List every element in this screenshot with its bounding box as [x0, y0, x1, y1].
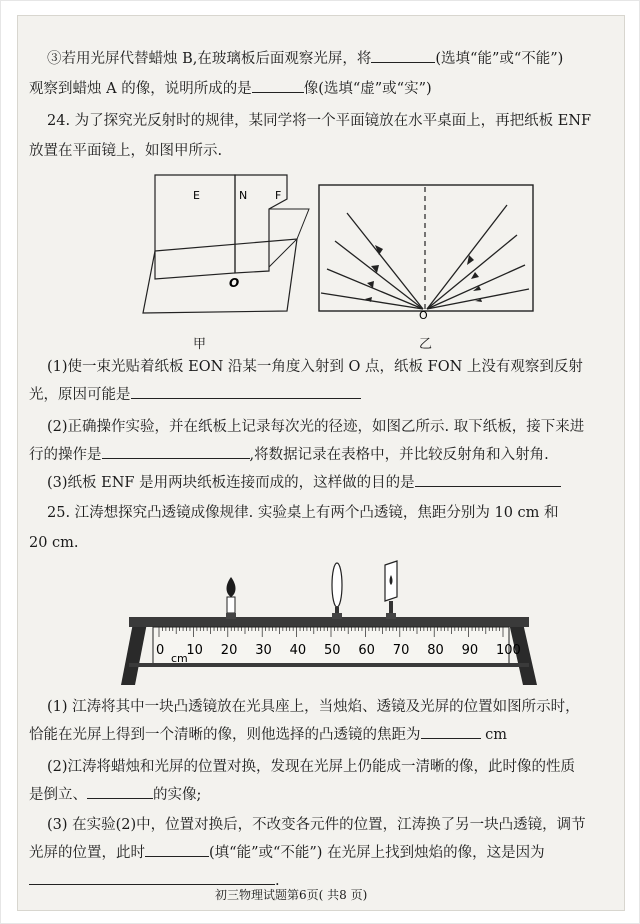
q24-p2-text-b: 行的操作是 — [29, 447, 102, 463]
ruler-tick-label: 0 — [156, 643, 165, 658]
q25-p1-line2 — [29, 725, 507, 745]
candle — [226, 577, 236, 619]
ray-out-1 — [427, 205, 507, 309]
q25-blank-3[interactable] — [145, 843, 209, 857]
q25-p1-line1: (1) 江涛将其中一块凸透镜放在光具座上，当烛焰、透镜及光屏的位置如图所示时， — [47, 699, 580, 715]
q25-p3-text-c: (填“能”或“不能”) 在光屏上找到烛焰的像，这是因为 — [209, 845, 545, 861]
q24-p1-line2 — [29, 385, 361, 405]
q25-p3-line1: (3) 在实验(2)中，位置对换后，不改变各元件的位置，江涛换了另一块凸透镜，调节 — [47, 817, 586, 833]
q25-p2-text-c: 的实像; — [153, 787, 202, 803]
ruler-tick-label: 30 — [255, 643, 272, 658]
q25-stem-line2: 20 cm. — [29, 535, 79, 551]
q23-text-a: ③若用光屏代替蜡烛 B,在玻璃板后面观察光屏，将 — [47, 51, 372, 67]
q23-text-d: 像(选填“虚”或“实”) — [303, 81, 432, 97]
q25-p1-unit: cm — [485, 727, 507, 743]
q24-p1-text: 光，原因可能是 — [29, 387, 131, 403]
q24-p2-line1: (2)正确操作实验，并在纸板上记录每次光的径迹，如图乙所示. 取下纸板，接下来进 — [47, 419, 585, 435]
ray-out-4 — [427, 289, 529, 309]
q25-blank-1[interactable] — [421, 725, 481, 739]
page-footer: 初三物理试题第6页( 共8 页) — [215, 888, 368, 902]
q24-blank-1[interactable] — [131, 385, 361, 399]
convex-lens — [332, 563, 342, 619]
ray-in-1 — [347, 213, 423, 309]
figure-jia — [137, 169, 317, 329]
ruler-tick-label: 100 — [496, 643, 521, 658]
ruler-tick-label: 60 — [358, 643, 375, 658]
ruler-tick-label: 20 — [220, 643, 238, 658]
q24-stem-line1: 24. 为了探究光反射时的规律，某同学将一个平面镜放在水平桌面上，再把纸板 ENF — [47, 113, 592, 129]
ruler-tick-label: 50 — [324, 643, 341, 658]
q24-blank-3[interactable] — [415, 473, 561, 487]
q25-stem-line1: 25. 江涛想探究凸透镜成像规律. 实验桌上有两个凸透镜，焦距分别为 10 cm 和 — [47, 505, 559, 521]
ruler-tick-label: 10 — [186, 643, 203, 658]
q24-p3-line — [47, 473, 561, 493]
q24-p2-text-c: ,将数据记录在表格中，并比较反射角和入射角. — [249, 447, 549, 463]
ruler-unit-label: cm — [171, 652, 188, 665]
label-o-yi: O — [419, 309, 428, 319]
light-screen — [385, 561, 397, 619]
q25-blank-4[interactable] — [29, 871, 275, 885]
q23-line2 — [29, 79, 432, 99]
ruler-tick-label: 40 — [289, 643, 307, 658]
arrow-in-4 — [365, 297, 372, 302]
ruler-tick-label: 80 — [427, 643, 444, 658]
q23-blank-1[interactable] — [371, 49, 435, 63]
label-o: O — [229, 276, 240, 290]
board-f-back — [269, 209, 309, 267]
ray-in-4 — [321, 293, 423, 309]
ray-out-3 — [427, 265, 525, 309]
q23-text-b: (选填“能”或“不能”) — [435, 51, 564, 67]
arrow-out-2 — [471, 272, 479, 279]
q23-line1 — [47, 49, 563, 69]
label-f: F — [275, 189, 282, 202]
bench-leg-left — [121, 623, 147, 685]
q25-p3-text-b: 光屏的位置，此时 — [29, 845, 145, 861]
bench-rail-top — [129, 617, 529, 627]
ruler-tick-label: 90 — [461, 643, 479, 658]
q23-text-c: 观察到蜡烛 A 的像，说明所成的是 — [29, 81, 252, 97]
mirror-plane — [143, 239, 297, 313]
q23-blank-2[interactable] — [252, 79, 304, 93]
q25-p1-text-b: 恰能在光屏上得到一个清晰的像，则他选择的凸透镜的焦距为 — [29, 727, 421, 743]
caption-jia: 甲 — [193, 337, 207, 352]
q25-p2-line2 — [29, 785, 201, 805]
figure-yi — [317, 183, 537, 319]
q24-p3-text: (3)纸板 ENF 是用两块纸板连接而成的，这样做的目的是 — [47, 475, 415, 491]
optical-bench-figure — [113, 551, 545, 691]
bench-rail-side — [129, 663, 529, 667]
exam-paper — [17, 15, 625, 911]
q24-p1-line1: (1)使一束光贴着纸板 EON 沿某一角度入射到 O 点，纸板 FON 上没有观察到反射 — [47, 359, 583, 375]
q25-p2-line1: (2)江涛将蜡烛和光屏的位置对换，发现在光屏上仍能成一清晰的像，此时像的性质 — [47, 759, 576, 775]
q25-p2-text-b: 是倒立、 — [29, 787, 87, 803]
q25-p3-line2 — [29, 843, 545, 863]
label-e: E — [193, 189, 200, 202]
q24-blank-2[interactable] — [102, 445, 250, 459]
q25-p3-line3: . — [29, 871, 280, 891]
caption-yi: 乙 — [419, 337, 433, 352]
label-n: N — [239, 189, 248, 202]
q24-p2-line2 — [29, 445, 549, 465]
ruler-tick-label: 70 — [392, 643, 410, 658]
q25-blank-2[interactable] — [87, 785, 153, 799]
ray-in-3 — [327, 269, 423, 309]
ray-out-2 — [427, 235, 517, 309]
q24-stem-line2: 放置在平面镜上，如图甲所示. — [29, 143, 223, 159]
